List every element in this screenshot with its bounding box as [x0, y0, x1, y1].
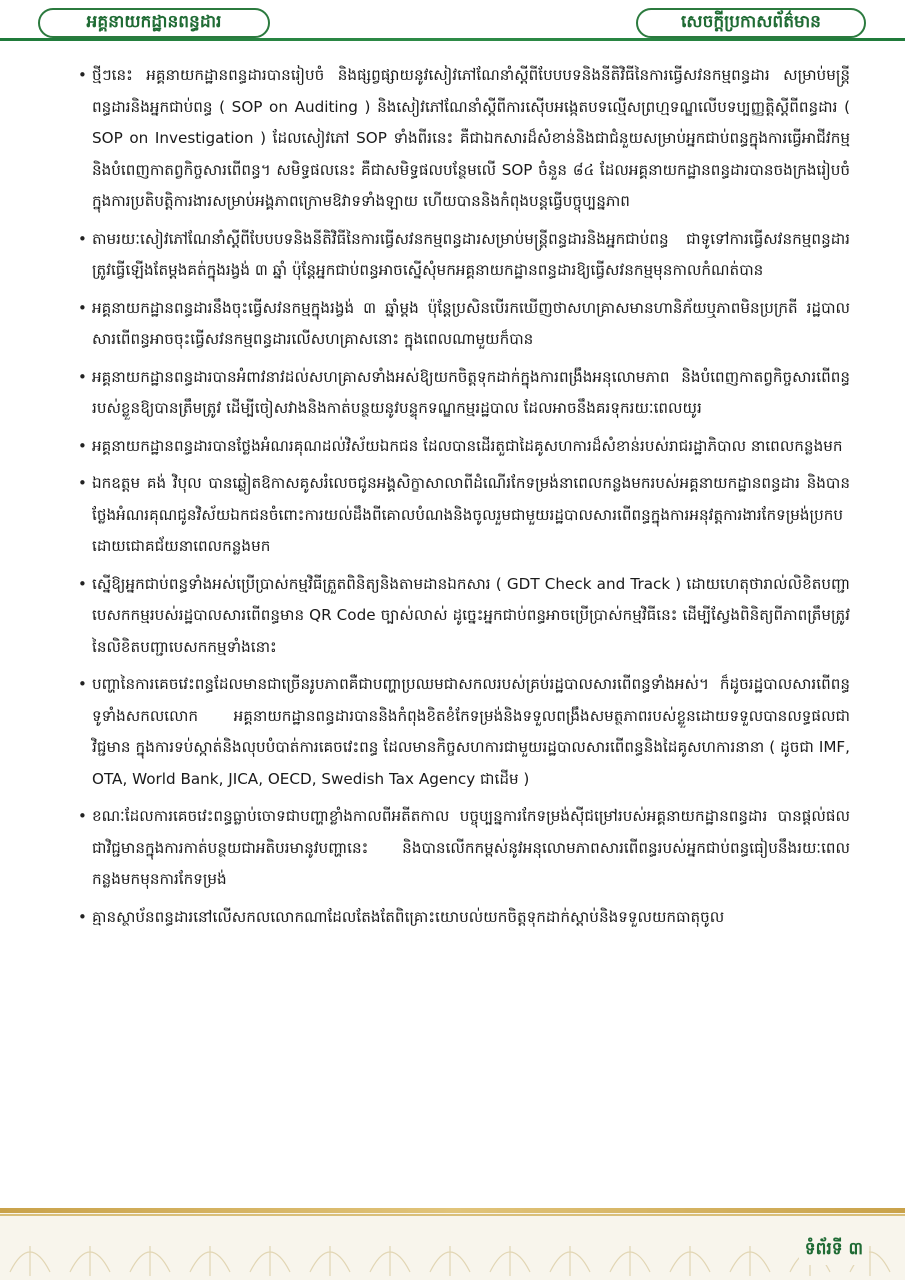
- bullet-icon: •: [78, 474, 87, 492]
- list-item: [78, 801, 850, 896]
- page-number: ទំព័រទី ៣: [799, 1236, 869, 1265]
- list-item-text: តាមរយៈសៀវភៅណែនាំស្តីពីបែបបទនិងនីតិវិធីនៃការធ្វើសវនកម្មពន្ធដារសម្រាប់មន្ត្រីពន្ធដារនិងអ្នកជាប់ពន្ធ ជាទូទៅការធ្វើសវនកម្មពន្ធដារត្រូវធ្វើឡើងតែម្តងគត់ក្នុងរង្វង់ ៣ ឆ្នាំ ប៉ុន្តែអ្នកជាប់ពន្ធអាចស្នើសុំមកអគ្គនាយកដ្ឋានពន្ធដារឱ្យធ្វើសវនកម្មមុនកាលកំណត់បាន: [92, 229, 850, 279]
- bullet-icon: •: [78, 436, 87, 455]
- header-divider: [0, 38, 905, 41]
- list-item: [78, 60, 850, 218]
- list-item: [78, 669, 850, 795]
- list-item: [78, 224, 850, 287]
- bullet-list: [78, 60, 850, 940]
- bullet-icon: •: [78, 807, 87, 825]
- list-item-text: ឯកឧត្តម គង់ វិបុល បានឆ្លៀតឱកាសគូសរំលេចជូនអង្គសិក្ខាសាលាពីដំណើរកែទម្រង់នាពេលកន្លងមករបស់អគ្គនាយកដ្ឋានពន្ធដារ និងបានថ្លែងអំណរគុណជូនវិស័យឯកជនចំពោះការយល់ដឹងពីគោលបំណងនិងចូលរួមជាមួយរដ្ឋបាលសារពើពន្ធក្នុងការអនុវត្តការងារកែទម្រង់ប្រកបដោយជោគជ័យនាពេលកន្លងមក: [92, 474, 850, 555]
- footer-ornament-pattern: [0, 1222, 905, 1280]
- bullet-icon: •: [78, 574, 87, 593]
- bullet-icon: •: [78, 907, 87, 926]
- list-item-text: គ្មានស្ថាប័នពន្ធដារនៅលើសកលលោកណាដែលតែងតែពិគ្រោះយោបល់យកចិត្តទុកដាក់ស្តាប់និងទទួលយកធាតុចូល: [92, 907, 725, 926]
- list-item: [78, 468, 850, 563]
- footer-gold-line: [0, 1214, 905, 1216]
- bullet-icon: •: [78, 66, 87, 84]
- section-title: សេចក្តីប្រកាសព័ត៌មាន: [636, 8, 866, 38]
- bullet-icon: •: [78, 298, 87, 317]
- list-item-text: ស្នើឱ្យអ្នកជាប់ពន្ធទាំងអស់ប្រើប្រាស់កម្មវិធីត្រួតពិនិត្យនិងតាមដានឯកសារ ( GDT Check and Track ) ដោយហេតុថារាល់លិខិតបញ្ជាបេសកកម្មរបស់រដ្ឋបាលសារពើពន្ធមាន QR Code ច្បាស់លាស់ ដូច្នេះអ្នកជាប់ពន្ធអាចប្រើប្រាស់កម្មវិធីនេះ ដើម្បីស្វែងពិនិត្យពីភាពត្រឹមត្រូវនៃលិខិតបញ្ជាបេសកកម្មទាំងនោះ: [92, 574, 850, 656]
- page-header: [0, 0, 905, 50]
- footer-gold-border: [0, 1208, 905, 1213]
- list-item-text: ខណៈដែលការគេចវេះពន្ធធ្លាប់ចោទជាបញ្ហាខ្លាំងកាលពីអតីតកាល បច្ចុប្បន្នការកែទម្រង់ស៊ីជម្រៅរបស់អគ្គនាយកដ្ឋានពន្ធដារ បានផ្តល់ផលជាវិជ្ជមានក្នុងការកាត់បន្ថយជាអតិបរមានូវបញ្ហានេះ និងបានលើកកម្ពស់នូវអនុលោមភាពសារពើពន្ធរបស់អ្នកជាប់ពន្ធធៀបនឹងរយៈពេលកន្លងមកមុនការកែទម្រង់: [92, 807, 850, 888]
- list-item-text: បញ្ហានៃការគេចវេះពន្ធដែលមានជាច្រើនរូបភាពគឺជាបញ្ហាប្រឈមជាសកលរបស់គ្រប់រដ្ឋបាលសារពើពន្ធទាំងអស់។ ក៏ដូចរដ្ឋបាលសារពើពន្ធទូទាំងសកលលោក អគ្គនាយកដ្ឋានពន្ធដារបាននិងកំពុងខិតខំកែទម្រង់និងទទួលពង្រឹងសមត្ថភាពរបស់ខ្លួនដោយទទួលបានលទ្ធផលជាវិជ្ជមាន ក្នុងការទប់ស្កាត់និងលុបបំបាត់ការគេចវេះពន្ធ ដែលមានកិច្ចសហការជាមួយរដ្ឋបាលសារពើពន្ធនិងដៃគូសហការនានា ( ដូចជា IMF, OTA, World Bank, JICA, OECD, Swedish Tax Agency ជាដើម ): [92, 675, 850, 788]
- list-item: [78, 293, 850, 356]
- list-item: [78, 902, 850, 934]
- bullet-icon: •: [78, 229, 87, 248]
- list-item: [78, 431, 850, 463]
- list-item-text: អគ្គនាយកដ្ឋានពន្ធដារនឹងចុះធ្វើសវនកម្មក្នុងរង្វង់ ៣ ឆ្នាំម្តង ប៉ុន្តែប្រសិនបើរកឃើញថាសហគ្រាសមានហានិភ័យឬភាពមិនប្រក្រតី រដ្ឋបាលសារពើពន្ធអាចចុះធ្វើសវនកម្មពន្ធដារលើសហគ្រាសនោះ ក្នុងពេលណាមួយក៏បាន: [92, 298, 850, 348]
- list-item-text: ថ្មីៗនេះ អគ្គនាយកដ្ឋានពន្ធដារបានរៀបចំ និងផ្សព្វផ្សាយនូវសៀវភៅណែនាំស្តីពីបែបបទនិងនីតិវិធីនៃការធ្វើសវនកម្មពន្ធដារ សម្រាប់មន្ត្រីពន្ធដារនិងអ្នកជាប់ពន្ធ ( SOP on Auditing ) និងសៀវភៅណែនាំស្តីពីការស៊ើបអង្កេតបទល្មើសព្រហ្មទណ្ឌលើបទប្បញ្ញត្តិស្តីពីពន្ធដារ ( SOP on Investigation ) ដែលសៀវភៅ SOP ទាំងពីរនេះ គឺជាឯកសារដ៏សំខាន់និងជាជំនួយសម្រាប់អ្នកជាប់ពន្ធក្នុងការធ្វើអាជីវកម្មនិងបំពេញកាតព្វកិច្ចសារពើពន្ធ។ សមិទ្ធផលនេះ គឺជាសមិទ្ធផលបន្ថែមលើ SOP ចំនួន ៨៤ ដែលអគ្គនាយកដ្ឋានពន្ធដារបានចងក្រងរៀបចំក្នុងការប្រតិបត្តិការងារសម្រាប់អង្គភាពក្រោមឱវាទទាំងឡាយ ហើយបាននិងកំពុងបន្តធ្វើបច្ចុប្បន្នភាព: [92, 66, 850, 210]
- list-item: [78, 362, 850, 425]
- bullet-icon: •: [78, 675, 87, 693]
- list-item-text: អគ្គនាយកដ្ឋានពន្ធដារបានថ្លែងអំណរគុណដល់វិស័យឯកជន ដែលបានដើរតួជាដៃគូសហការដ៏សំខាន់របស់រាជរដ្ឋាភិបាល នាពេលកន្លងមក: [92, 436, 843, 455]
- list-item: [78, 569, 850, 664]
- list-item-text: អគ្គនាយកដ្ឋានពន្ធដារបានអំពាវនាវដល់សហគ្រាសទាំងអស់ឱ្យយកចិត្តទុកដាក់ក្នុងការពង្រឹងអនុលោមភាព និងបំពេញកាតព្វកិច្ចសារពើពន្ធរបស់ខ្លួនឱ្យបានត្រឹមត្រូវ ដើម្បីចៀសវាងនិងកាត់បន្ថយនូវបន្ទុកទណ្ឌកម្មរដ្ឋបាល ដែលអាចនឹងគរទុករយៈពេលយូរ: [92, 367, 850, 417]
- bullet-icon: •: [78, 367, 87, 386]
- department-title: អគ្គនាយកដ្ឋានពន្ធដារ: [38, 8, 270, 38]
